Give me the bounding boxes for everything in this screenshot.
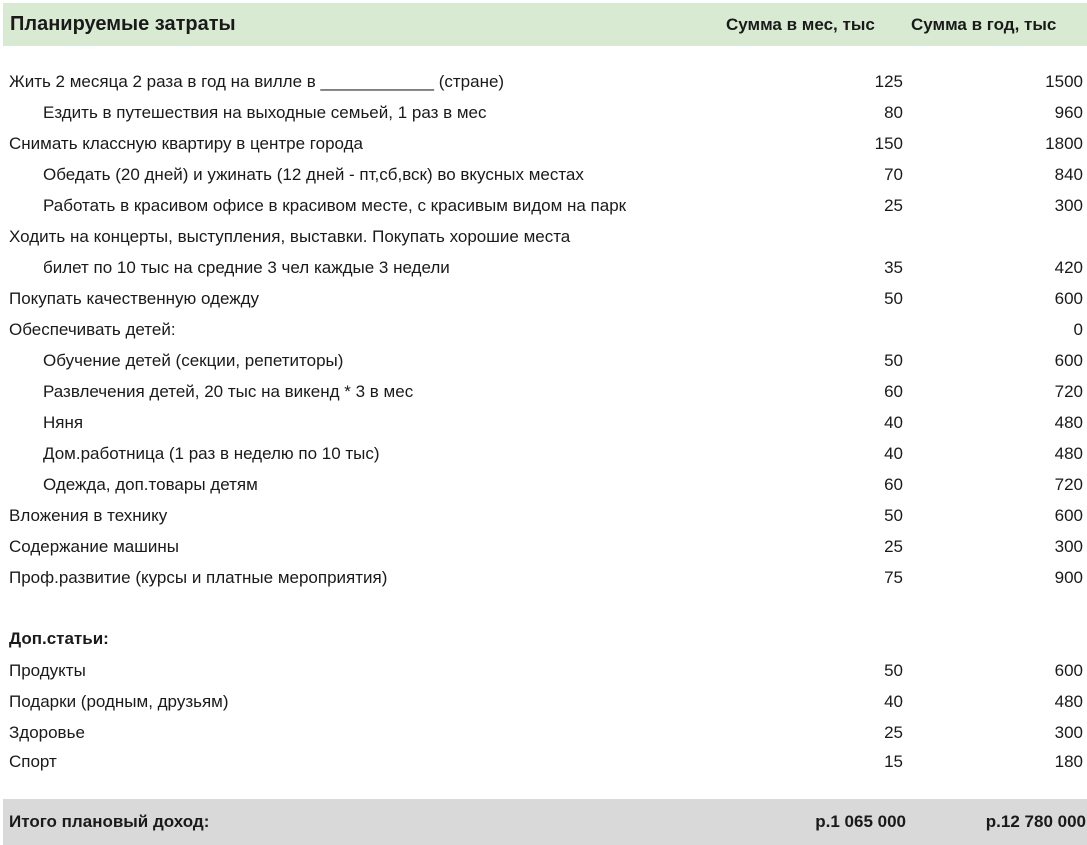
row-label[interactable]: Обеспечивать детей: <box>9 320 176 339</box>
table-row <box>0 438 1087 469</box>
section-heading-row <box>0 623 1087 654</box>
row-year-value[interactable]: 900 <box>1054 568 1083 587</box>
row-month-value[interactable]: 15 <box>884 752 903 771</box>
row-month-value[interactable]: 50 <box>884 351 903 370</box>
row-month-value[interactable]: 50 <box>884 289 903 308</box>
table-row <box>0 159 1087 190</box>
table-row <box>0 531 1087 562</box>
row-year-value[interactable]: 300 <box>1054 723 1083 742</box>
total-month-value[interactable]: р.1 065 000 <box>815 812 906 831</box>
row-label[interactable]: Развлечения детей, 20 тыс на викенд * 3 в мес <box>43 382 414 401</box>
row-month-value[interactable]: 50 <box>884 506 903 525</box>
table-row <box>0 655 1087 686</box>
row-year-value[interactable]: 0 <box>1073 320 1083 339</box>
row-month-value[interactable]: 125 <box>874 72 903 91</box>
column-header-year[interactable]: Сумма в год, тыс <box>911 15 1057 34</box>
row-label[interactable]: Снимать классную квартиру в центре города <box>9 134 363 153</box>
row-month-value[interactable]: 25 <box>884 723 903 742</box>
table-header <box>3 3 1087 46</box>
row-year-value[interactable]: 420 <box>1054 258 1083 277</box>
row-label[interactable]: Одежда, доп.товары детям <box>43 475 258 494</box>
row-label[interactable]: Спорт <box>9 752 57 771</box>
row-month-value[interactable]: 25 <box>884 537 903 556</box>
table-row <box>0 221 1087 252</box>
row-label[interactable]: Проф.развитие (курсы и платные мероприятия) <box>9 568 388 587</box>
table-row <box>0 562 1087 593</box>
row-year-value[interactable]: 720 <box>1054 382 1083 401</box>
table-row <box>0 686 1087 717</box>
row-label[interactable]: Работать в красивом офисе в красивом месте, с красивым видом на парк <box>43 196 627 215</box>
table-row <box>0 500 1087 531</box>
row-label[interactable]: Обедать (20 дней) и ужинать (12 дней - пт,сб,вск) во вкусных местах <box>43 165 584 184</box>
table-row <box>0 314 1087 345</box>
row-year-value[interactable]: 480 <box>1054 692 1083 711</box>
row-month-value[interactable]: 150 <box>874 134 903 153</box>
row-month-value[interactable]: 25 <box>884 196 903 215</box>
row-label[interactable]: Обучение детей (секции, репетиторы) <box>43 351 344 370</box>
row-month-value[interactable]: 80 <box>884 103 903 122</box>
table-row <box>0 97 1087 128</box>
table-row <box>0 345 1087 376</box>
row-label[interactable]: Ездить в путешествия на выходные семьей, 1 раз в мес <box>43 103 487 122</box>
total-year-value[interactable]: р.12 780 000 <box>985 812 1086 831</box>
row-month-value[interactable]: 50 <box>884 661 903 680</box>
row-month-value[interactable]: 35 <box>884 258 903 277</box>
table-row <box>0 717 1087 748</box>
table-row <box>0 469 1087 500</box>
table-row <box>0 407 1087 438</box>
row-year-value[interactable]: 600 <box>1054 661 1083 680</box>
row-year-value[interactable]: 180 <box>1054 752 1083 771</box>
column-header-month[interactable]: Сумма в мес, тыс <box>726 15 875 34</box>
row-month-value[interactable]: 60 <box>884 475 903 494</box>
row-label[interactable]: Жить 2 месяца 2 раза в год на вилле в ____________ (стране) <box>9 72 505 91</box>
row-year-value[interactable]: 480 <box>1054 444 1083 463</box>
total-row <box>3 799 1087 845</box>
row-label[interactable]: билет по 10 тыс на средние 3 чел каждые 3 недели <box>43 258 450 277</box>
table-row <box>0 66 1087 97</box>
row-month-value[interactable]: 75 <box>884 568 903 587</box>
row-year-value[interactable]: 300 <box>1054 196 1083 215</box>
row-year-value[interactable]: 300 <box>1054 537 1083 556</box>
row-month-value[interactable]: 40 <box>884 413 903 432</box>
row-label[interactable]: Покупать качественную одежду <box>9 289 260 308</box>
row-label[interactable]: Продукты <box>9 661 86 680</box>
row-year-value[interactable]: 960 <box>1054 103 1083 122</box>
table-row <box>0 190 1087 221</box>
table-row <box>0 252 1087 283</box>
row-label[interactable]: Няня <box>43 413 84 432</box>
table-row <box>0 128 1087 159</box>
row-label[interactable]: Ходить на концерты, выступления, выставки. Покупать хорошие места <box>9 227 571 246</box>
row-year-value[interactable]: 600 <box>1054 351 1083 370</box>
row-year-value[interactable]: 840 <box>1054 165 1083 184</box>
row-year-value[interactable]: 720 <box>1054 475 1083 494</box>
section-heading[interactable]: Доп.статьи: <box>9 629 109 648</box>
row-year-value[interactable]: 480 <box>1054 413 1083 432</box>
row-month-value[interactable]: 40 <box>884 444 903 463</box>
row-label[interactable]: Подарки (родным, друзьям) <box>9 692 229 711</box>
sheet-title[interactable]: Планируемые затраты <box>10 13 236 35</box>
row-label[interactable]: Содержание машины <box>9 537 179 556</box>
table-row <box>0 746 1087 777</box>
row-year-value[interactable]: 600 <box>1054 506 1083 525</box>
row-year-value[interactable]: 600 <box>1054 289 1083 308</box>
row-year-value[interactable]: 1800 <box>1045 134 1083 153</box>
row-month-value[interactable]: 60 <box>884 382 903 401</box>
table-row <box>0 376 1087 407</box>
total-label[interactable]: Итого плановый доход: <box>9 812 210 831</box>
row-label[interactable]: Вложения в технику <box>9 506 168 525</box>
row-month-value[interactable]: 70 <box>884 165 903 184</box>
row-label[interactable]: Дом.работница (1 раз в неделю по 10 тыс) <box>43 444 380 463</box>
row-year-value[interactable]: 1500 <box>1045 72 1083 91</box>
row-label[interactable]: Здоровье <box>9 723 85 742</box>
table-row <box>0 283 1087 314</box>
row-month-value[interactable]: 40 <box>884 692 903 711</box>
